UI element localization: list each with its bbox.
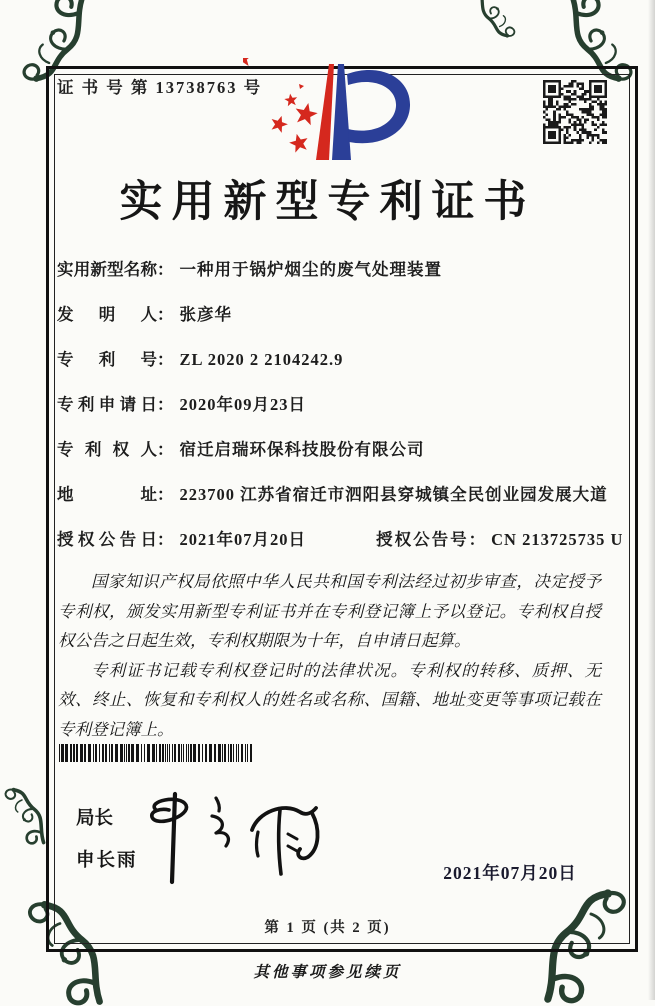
- field-label: 专利申请日: [57, 395, 157, 414]
- field-utility-model-name: 实用新型名称： 一种用于锅炉烟尘的废气处理装置: [57, 256, 611, 301]
- signer-title: 局长: [76, 809, 114, 829]
- field-value: ZL 2020 2 2104242.9: [179, 350, 344, 369]
- field-grant-number: 授权公告号： CN 213725735 U: [376, 530, 624, 549]
- field-inventor: 发明人： 张彦华: [57, 301, 611, 346]
- field-list: [57, 256, 624, 571]
- field-grant-date-and-number: 授权公告日： 2021年07月20日 授权公告号： CN 213725735 U: [57, 526, 611, 571]
- field-value: 223700 江苏省宿迁市泗阳县穿城镇全民创业园发展大道: [179, 485, 608, 504]
- field-value: 2020年09月23日: [179, 395, 306, 414]
- cnipa-logo-icon: [243, 58, 421, 166]
- field-address: 地址： 223700 江苏省宿迁市泗阳县穿城镇全民创业园发展大道: [57, 481, 611, 526]
- field-label: 地址: [57, 485, 157, 504]
- field-label: 专利号: [57, 350, 157, 369]
- scan-edge-shadow: [648, 0, 655, 1000]
- issue-date: 2021年07月20日: [443, 863, 577, 883]
- field-filing-date: 专利申请日： 2020年09月23日: [57, 391, 611, 436]
- field-label: 发明人: [57, 305, 157, 324]
- field-label: 授权公告号: [376, 530, 469, 549]
- signer-name: 申长雨: [76, 851, 138, 871]
- field-value: 一种用于锅炉烟尘的废气处理装置: [179, 260, 442, 279]
- edge-flourish-top: [462, 0, 548, 40]
- shen-changyu-signature-icon: [128, 786, 363, 886]
- legal-text: [58, 567, 601, 744]
- edge-flourish-left: [0, 770, 46, 860]
- qr-code-icon: [543, 80, 607, 144]
- field-patent-number: 专利号： ZL 2020 2 2104242.9: [57, 346, 611, 391]
- field-value: 张彦华: [179, 305, 232, 324]
- field-label: 授权公告日: [57, 530, 157, 549]
- field-label: 专利权人: [57, 440, 157, 459]
- barcode-icon: [59, 744, 253, 762]
- footer-note: 其他事项参见续页: [253, 964, 402, 981]
- legal-paragraph-2: 专利证书记载专利权登记时的法律状况。专利权的转移、质押、无效、终止、恢复和专利权人的姓名或名称、国籍、地址变更等事项记载在专利登记簿上。: [58, 660, 601, 739]
- field-value: CN 213725735 U: [491, 530, 624, 549]
- certificate-title: 实用新型专利证书: [119, 179, 536, 226]
- field-patentee: 专利权人： 宿迁启瑞环保科技股份有限公司: [57, 436, 611, 481]
- legal-paragraph-1: 国家知识产权局依照中华人民共和国专利法经过初步审查，决定授予专利权，颁发实用新型专利证书并在专利登记簿上予以登记。专利权自授权公告之日起生效，专利权期限为十年，自申请日起算。: [58, 572, 601, 650]
- field-label: 实用新型名称: [57, 260, 157, 279]
- field-value: 宿迁启瑞环保科技股份有限公司: [179, 440, 425, 459]
- page-number: 第 1 页 (共 2 页): [264, 920, 391, 936]
- field-value: 2021年07月20日: [179, 530, 306, 549]
- certificate-number: 证 书 号 第 13738763 号: [57, 78, 263, 97]
